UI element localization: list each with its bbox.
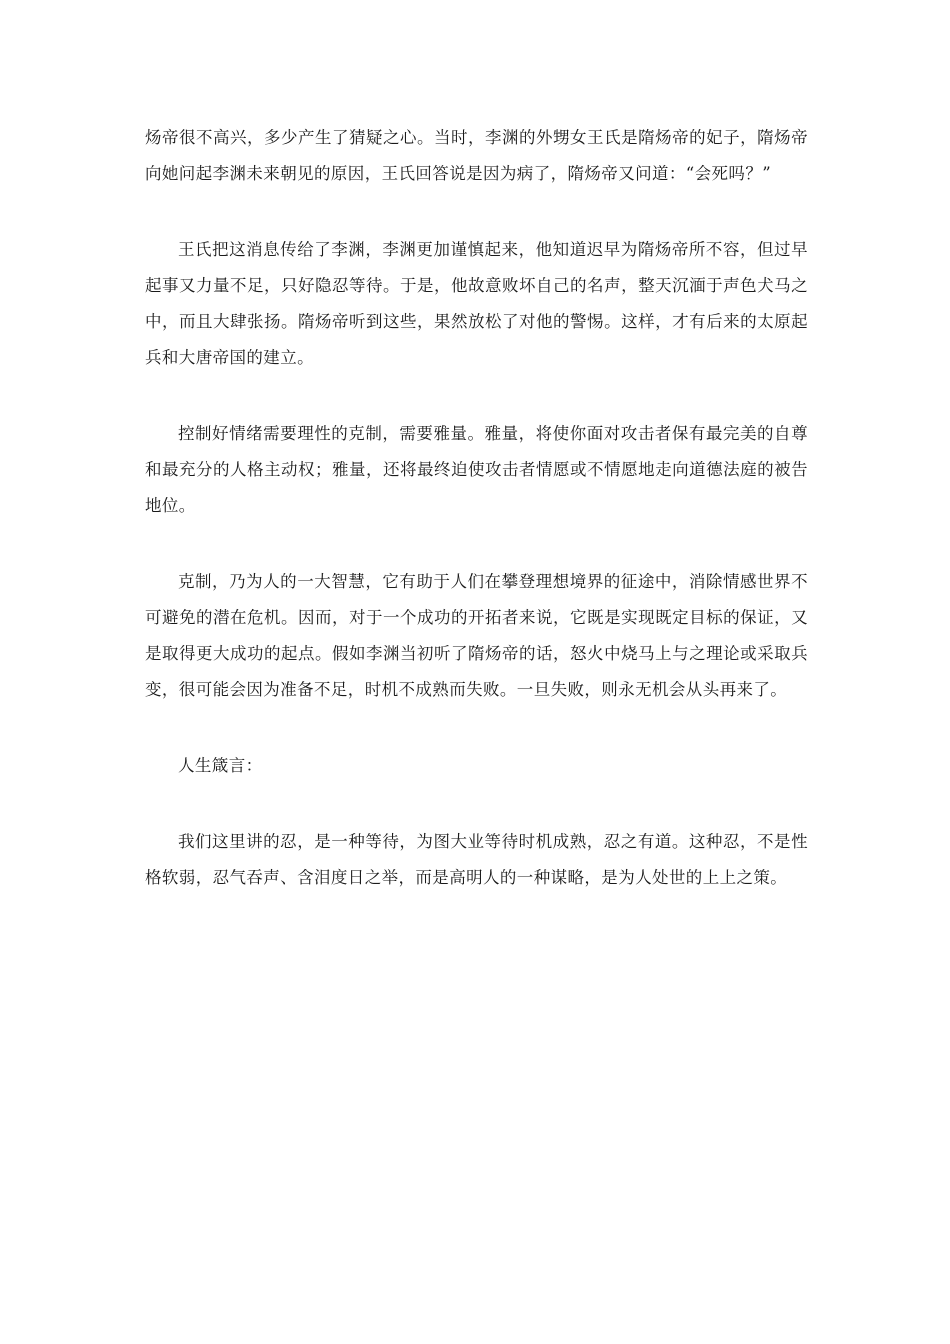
paragraph-continued-story: 炀帝很不高兴，多少产生了猜疑之心。当时，李渊的外甥女王氏是隋炀帝的妃子，隋炀帝向她问起李渊未来朝见的原因，王氏回答说是因为病了，隋炀帝又问道：“会死吗？”	[145, 128, 808, 183]
paragraph-restraint-wisdom: 克制，乃为人的一大智慧，它有助于人们在攀登理想境界的征途中，消除情感世界不可避免的潜在危机。因而，对于一个成功的开拓者来说，它既是实现既定目标的保证，又是取得更大成功的起点。假如李渊当初听了隋炀帝的话，怒火中烧马上与之理论或采取兵变，很可能会因为准备不足，时机不成熟而失败。一旦失败，则永无机会从头再来了。	[145, 572, 808, 699]
document-body	[145, 120, 808, 936]
heading-life-motto: 人生箴言：	[178, 756, 263, 775]
paragraph-restraint-magnanimity: 控制好情绪需要理性的克制，需要雅量。雅量，将使你面对攻击者保有最完美的自尊和最充分的人格主动权；雅量，还将最终迫使攻击者情愿或不情愿地走向道德法庭的被告地位。	[145, 424, 808, 515]
paragraph-life-motto: 我们这里讲的忍，是一种等待，为图大业等待时机成熟，忍之有道。这种忍，不是性格软弱，忍气吞声、含泪度日之举，而是高明人的一种谋略，是为人处世的上上之策。	[145, 832, 808, 887]
paragraph-li-yuan-waits: 王氏把这消息传给了李渊，李渊更加谨慎起来，他知道迟早为隋炀帝所不容，但过早起事又力量不足，只好隐忍等待。于是，他故意败坏自己的名声，整天沉湎于声色犬马之中，而且大肆张扬。隋炀帝听到这些，果然放松了对他的警惕。这样，才有后来的太原起兵和大唐帝国的建立。	[145, 240, 808, 367]
